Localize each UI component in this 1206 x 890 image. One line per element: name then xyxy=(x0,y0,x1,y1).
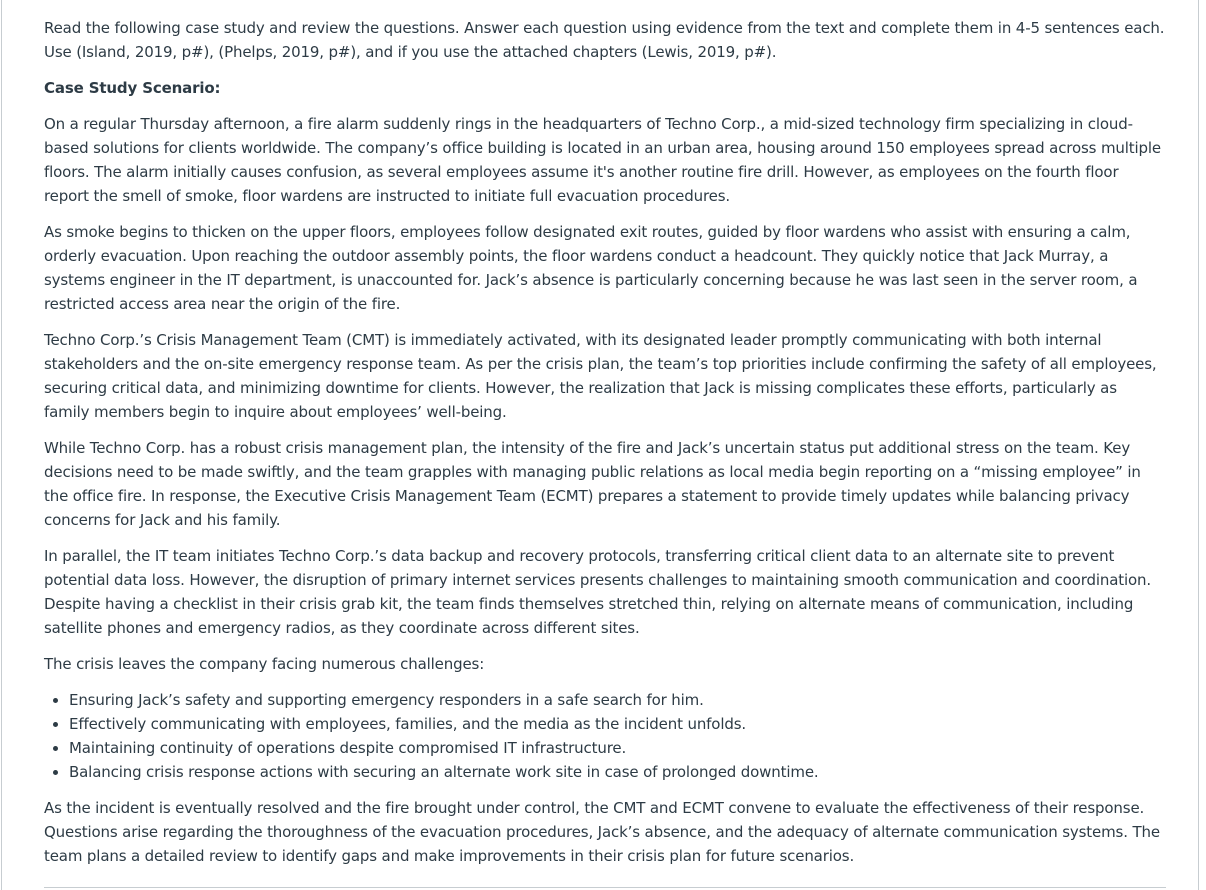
scenario-heading: Case Study Scenario: xyxy=(44,79,221,97)
list-item: • Balancing crisis response actions with securing an alternate work site in case of prolonged downtime. xyxy=(69,760,1166,784)
document-page xyxy=(1,0,1199,890)
challenges-intro: The crisis leaves the company facing numerous challenges: xyxy=(44,655,485,673)
horizontal-divider xyxy=(44,887,1166,888)
list-item: • Ensuring Jack’s safety and supporting emergency responders in a safe search for him. xyxy=(69,688,1166,712)
closing-paragraph: As the incident is eventually resolved and the fire brought under control, the CMT and ECMT convene to evaluate the effectiveness of their response. Questions arise regarding the thoroughness of the evacuation procedures, Jack’s absence, and the adequacy of alternate communication systems. The team plans a detailed review to identify gaps and make improvements in their crisis plan for future scenarios. xyxy=(44,799,1160,865)
challenges-list xyxy=(44,688,1166,784)
instructions-paragraph: Read the following case study and review the questions. Answer each question using evidence from the text and complete them in 4-5 sentences each. Use (Island, 2019, p#), (Phelps, 2019, p#), and if you use the attached chapters (Lewis, 2019, p#). xyxy=(44,19,1165,61)
list-item: • Maintaining continuity of operations despite compromised IT infrastructure. xyxy=(69,736,1166,760)
scenario-paragraph: Techno Corp.’s Crisis Management Team (CMT) is immediately activated, with its designated leader promptly communicating with both internal stakeholders and the on-site emergency response team. As per the crisis plan, the team’s top priorities include confirming the safety of all employees, securing critical data, and minimizing downtime for clients. However, the realization that Jack is missing complicates these efforts, particularly as family members begin to inquire about employees’ well-being. xyxy=(44,331,1157,421)
list-item: • Effectively communicating with employees, families, and the media as the incident unfolds. xyxy=(69,712,1166,736)
scenario-paragraph: While Techno Corp. has a robust crisis management plan, the intensity of the fire and Jack’s uncertain status put additional stress on the team. Key decisions need to be made swiftly, and the team grapples with managing public relations as local media begin reporting on a “missing employee” in the office fire. In response, the Executive Crisis Management Team (ECMT) prepares a statement to provide timely updates while balancing privacy concerns for Jack and his family. xyxy=(44,439,1141,529)
scenario-paragraph: In parallel, the IT team initiates Techno Corp.’s data backup and recovery protocols, transferring critical client data to an alternate site to prevent potential data loss. However, the disruption of primary internet services presents challenges to maintaining smooth communication and coordination. Despite having a checklist in their crisis grab kit, the team finds themselves stretched thin, relying on alternate means of communication, including satellite phones and emergency radios, as they coordinate across different sites. xyxy=(44,547,1151,637)
scenario-paragraph: On a regular Thursday afternoon, a fire alarm suddenly rings in the headquarters of Techno Corp., a mid-sized technology firm specializing in cloud-based solutions for clients worldwide. The company’s office building is located in an urban area, housing around 150 employees spread across multiple floors. The alarm initially causes confusion, as several employees assume it's another routine fire drill. However, as employees on the fourth floor report the smell of smoke, floor wardens are instructed to initiate full evacuation procedures. xyxy=(44,115,1162,205)
scenario-paragraph: As smoke begins to thicken on the upper floors, employees follow designated exit routes, guided by floor wardens who assist with ensuring a calm, orderly evacuation. Upon reaching the outdoor assembly points, the floor wardens conduct a headcount. They quickly notice that Jack Murray, a systems engineer in the IT department, is unaccounted for. Jack’s absence is particularly concerning because he was last seen in the server room, a restricted access area near the origin of the fire. xyxy=(44,223,1138,313)
case-study-content xyxy=(44,16,1166,880)
